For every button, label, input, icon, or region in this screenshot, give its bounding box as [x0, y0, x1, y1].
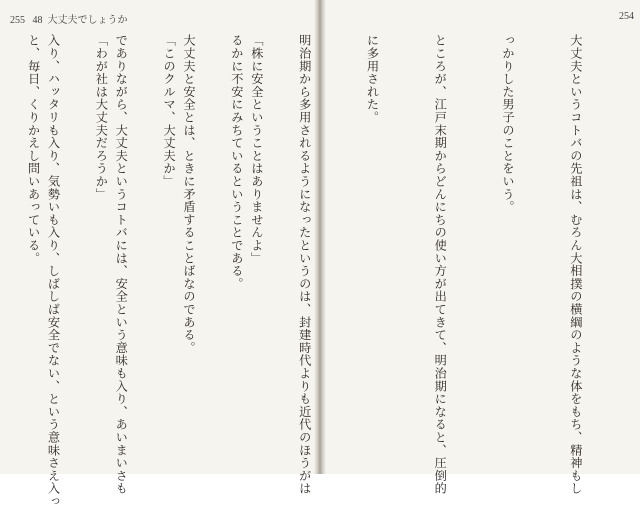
text-line: 「株に安全ということはありませんよ」 [249, 34, 264, 265]
right-page-number: 254 [619, 11, 634, 22]
text-line: に多用された。 [365, 34, 380, 124]
text-line: ところが、江戸末期からどんにちの使い方が出てきて、明治期になると、圧倒的 [433, 34, 448, 495]
left-page-header [10, 11, 128, 26]
book-gutter [314, 0, 326, 474]
chapter-number: 48 [32, 15, 43, 26]
chapter-title: 大丈夫でしょうか [47, 15, 128, 26]
left-page-number: 255 [10, 15, 25, 26]
text-line: 大丈夫というコトバの先祖は、むろん大相撲の横綱のような体をもち、精神もし [568, 34, 583, 495]
text-line: でありながら、大丈夫というコトバには、安全という意味も入り、あいまいさも [114, 34, 129, 495]
text-line: 「このクルマ、大丈夫か」 [162, 34, 177, 188]
text-line: 「わが社は大丈夫だろうか」 [94, 34, 109, 201]
text-line: っかりした男子のことをいう。 [501, 34, 516, 214]
text-line: 明治期から多用されるようになったというのは、封建時代よりも近代のほうがは [297, 34, 312, 495]
text-line: と、毎日、くりかえし問いあっている。 [26, 34, 41, 265]
right-page-header [619, 11, 634, 22]
text-line: 大丈夫と安全とは、ときに矛盾することばなのである。 [182, 34, 197, 354]
text-line: るかに不安にみちているということである。 [229, 34, 244, 290]
text-line: 入り、ハッタリも入り、気勢いも入り、しばしば安全でない、という意味さえ入っ [46, 34, 61, 508]
